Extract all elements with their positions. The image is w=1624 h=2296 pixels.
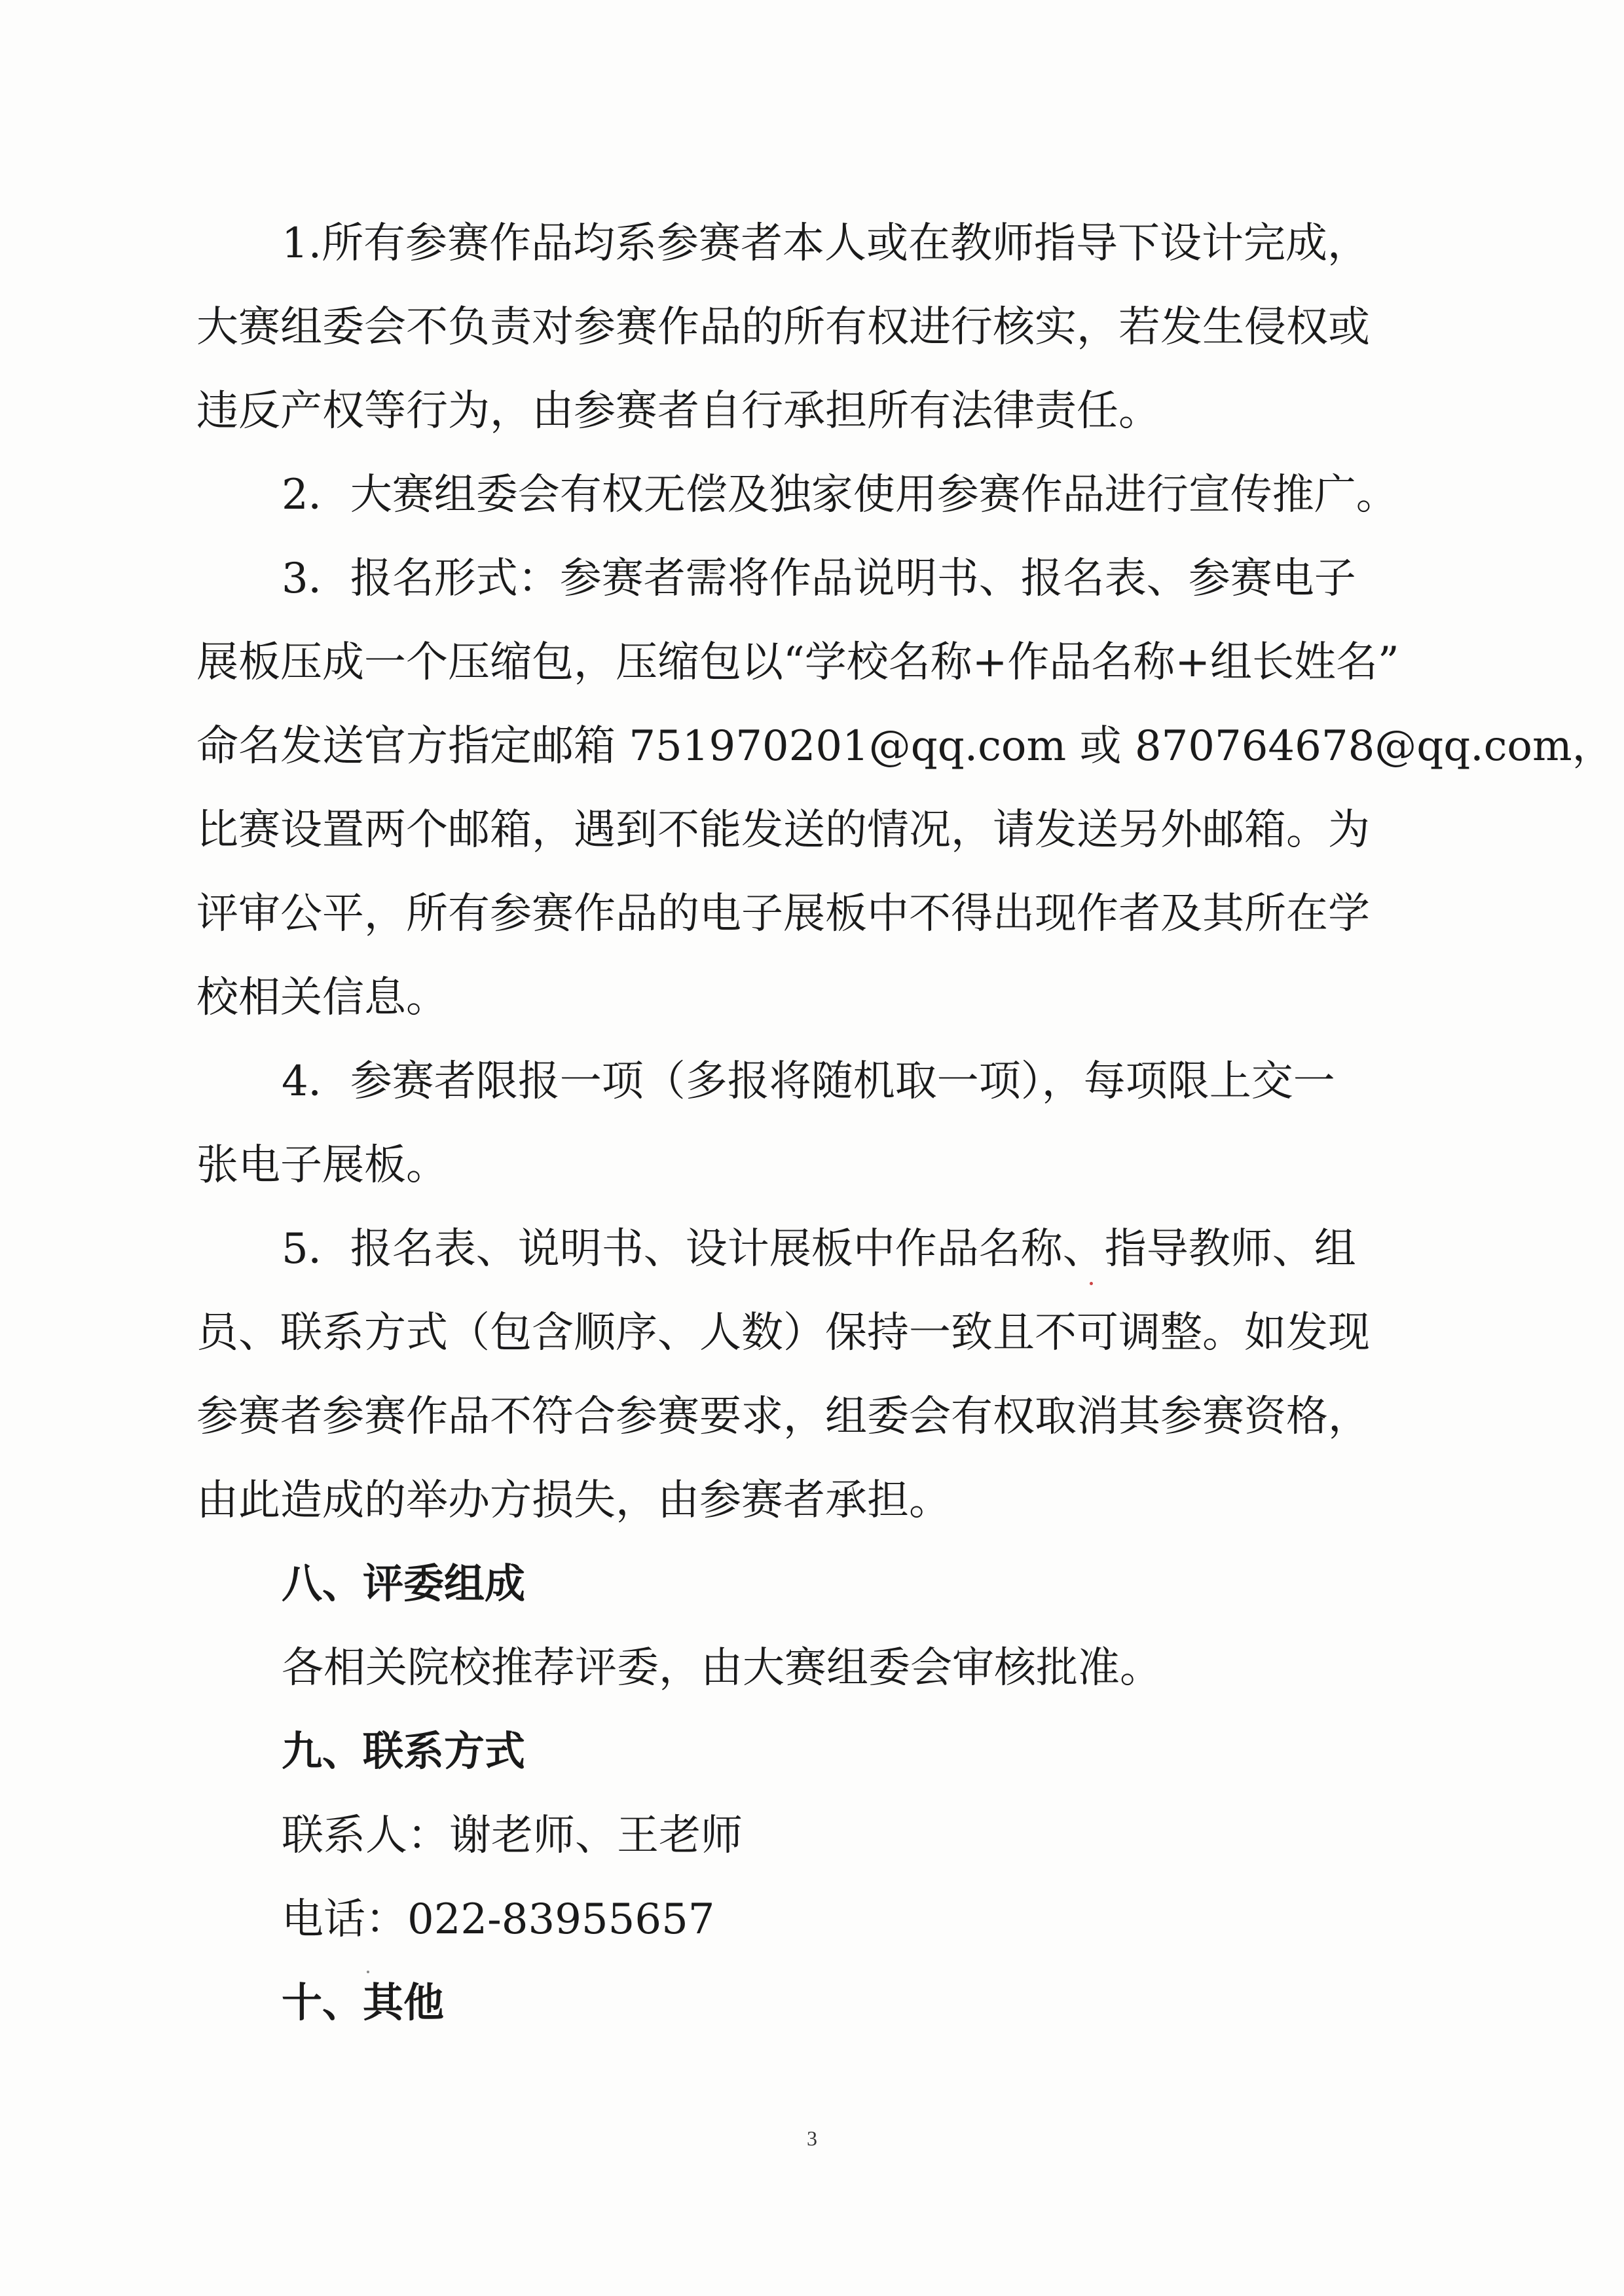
rule-3-line-5: 评审公平，所有参赛作品的电子展板中不得出现作者及其所在学 [196, 890, 1370, 938]
rule-3-line-4: 比赛设置两个邮箱，遇到不能发送的情况，请发送另外邮箱。为 [196, 806, 1370, 854]
rule-3-line-3: 命名发送官方指定邮箱 751970201@qq.com 或 870764678@qq.com， [196, 722, 1614, 771]
section-contact-heading: 九、联系方式 [282, 1727, 526, 1775]
rule-4-line-2: 张电子展板。 [196, 1141, 448, 1190]
rule-3-line-1: 3．报名形式：参赛者需将作品说明书、报名表、参赛电子 [282, 555, 1356, 603]
rule-1-line-1: 1.所有参赛作品均系参赛者本人或在教师指导下设计完成， [282, 219, 1370, 268]
rule-1-line-3: 违反产权等行为，由参赛者自行承担所有法律责任。 [196, 387, 1160, 435]
rule-5-line-4: 由此造成的举办方损失，由参赛者承担。 [196, 1476, 951, 1525]
page-number: 3 [807, 2126, 817, 2150]
rule-4-line-1: 4．参赛者限报一项（多报将随机取一项），每项限上交一 [282, 1057, 1335, 1106]
rule-2-line-1: 2．大赛组委会有权无偿及独家使用参赛作品进行宣传推广。 [282, 471, 1398, 519]
rule-1-line-2: 大赛组委会不负责对参赛作品的所有权进行核实，若发生侵权或 [196, 303, 1370, 352]
rule-5-line-3: 参赛者参赛作品不符合参赛要求，组委会有权取消其参赛资格， [196, 1393, 1370, 1441]
rule-3-line-2: 展板压成一个压缩包，压缩包以“学校名称+作品名称+组长姓名” [196, 638, 1399, 687]
contact-person: 联系人：谢老师、王老师 [282, 1812, 743, 1860]
scan-speck [1090, 1282, 1093, 1285]
scan-speck [367, 1971, 369, 1973]
contact-phone: 电话：022-83955657 [282, 1895, 715, 1944]
section-judges-body: 各相关院校推荐评委，由大赛组委会审核批准。 [282, 1644, 1162, 1692]
rule-3-line-6: 校相关信息。 [196, 974, 448, 1022]
rule-5-line-1: 5．报名表、说明书、设计展板中作品名称、指导教师、组 [282, 1225, 1356, 1273]
rule-5-line-2: 员、联系方式（包含顺序、人数）保持一致且不可调整。如发现 [196, 1309, 1370, 1357]
section-judges-heading: 八、评委组成 [282, 1559, 526, 1607]
section-other-heading: 十、其他 [282, 1978, 445, 2026]
